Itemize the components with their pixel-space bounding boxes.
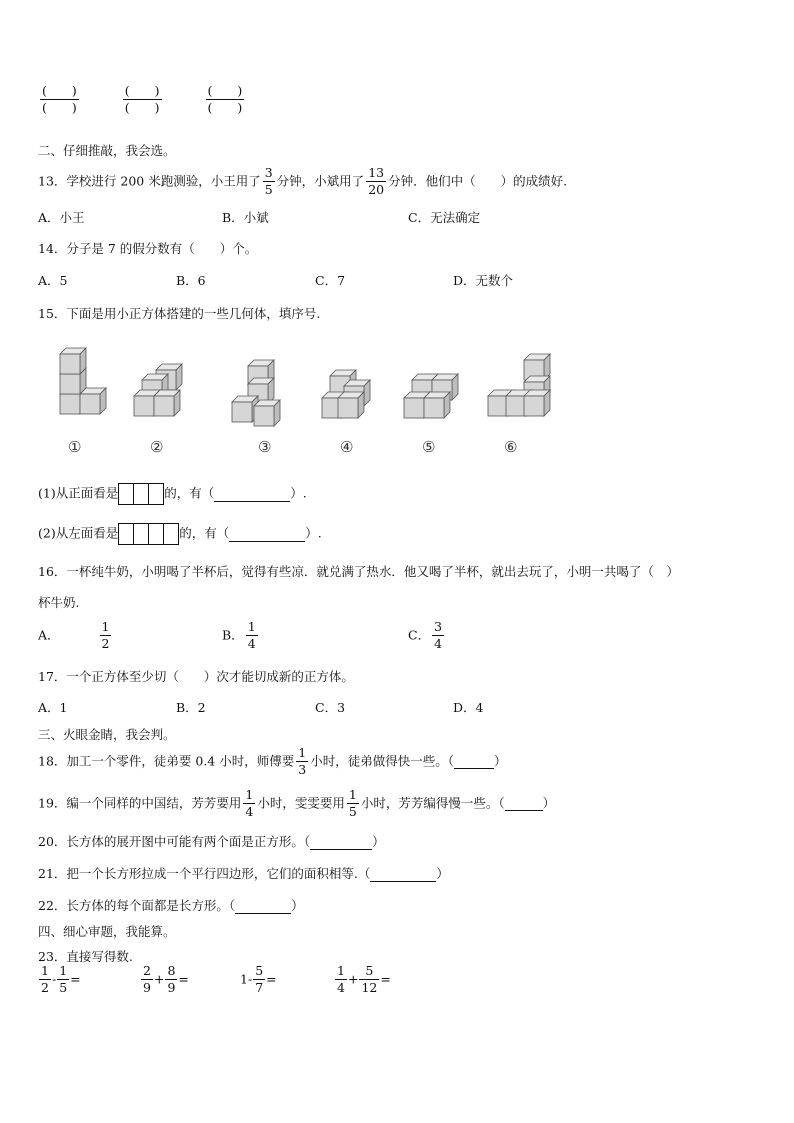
fraction: $\frac{1}{5}$ bbox=[348, 787, 357, 820]
fraction: $\frac{1}{4}$ bbox=[247, 619, 256, 652]
q14-option-d[interactable]: D．无数个 bbox=[453, 273, 514, 288]
fraction: $\frac{1}{4}$ bbox=[245, 787, 254, 820]
figure-label-2: ② bbox=[150, 438, 164, 456]
section-3-heading: 三、火眼金睛，我会判。 bbox=[38, 727, 176, 742]
q17-option-d[interactable]: D．4 bbox=[453, 700, 484, 715]
fraction: $\frac{3}{5}$ bbox=[264, 165, 273, 198]
cube-figures bbox=[38, 340, 558, 460]
answer-blank[interactable] bbox=[370, 866, 436, 882]
q16-option-a[interactable]: A． $\frac{1}{2}$ bbox=[38, 619, 110, 652]
question-16-cont: 杯牛奶. bbox=[38, 595, 80, 610]
q13-option-a[interactable]: A．小王 bbox=[38, 210, 85, 225]
q17-option-b[interactable]: B．2 bbox=[176, 700, 206, 715]
answer-blank[interactable] bbox=[454, 753, 494, 769]
blank-fraction-2[interactable]: ( ) ( ) bbox=[124, 83, 160, 116]
answer-blank[interactable] bbox=[235, 898, 291, 914]
fraction: $\frac{1}{3}$ bbox=[298, 745, 307, 778]
question-20: 20．长方体的展开图中可能有两个面是正方形。（ ） bbox=[38, 834, 385, 849]
question-15: 15．下面是用小正方体搭建的一些几何体，填序号. bbox=[38, 306, 321, 321]
section-2-heading: 二、仔细推敲，我会选。 bbox=[38, 143, 176, 158]
question-13: 13．学校进行 200 米跑测验，小王用了 $\frac{3}{5}$ 分钟，小斌用了 $\frac{13}{20}$ 分钟．他们中（ ）的成绩好. bbox=[38, 165, 568, 198]
figure-label-6: ⑥ bbox=[504, 438, 518, 456]
question-22: 22．长方体的每个面都是长方形。（ ） bbox=[38, 898, 304, 913]
question-14: 14．分子是 7 的假分数有（ ）个。 bbox=[38, 241, 258, 256]
expression-3: 1- $\frac{5}{7}$ = bbox=[240, 963, 277, 996]
q13-option-c[interactable]: C．无法确定 bbox=[408, 210, 481, 225]
figure-5 bbox=[404, 374, 458, 418]
figure-label-3: ③ bbox=[258, 438, 272, 456]
answer-blank[interactable] bbox=[229, 526, 305, 542]
question-15-part-2: (2)从左面看是 的，有（ ）. bbox=[38, 523, 322, 545]
fraction: $\frac{3}{4}$ bbox=[434, 619, 443, 652]
question-17: 17．一个正方体至少切（ ）次才能切成新的正方体。 bbox=[38, 669, 354, 684]
figure-6 bbox=[488, 354, 550, 416]
blank-fraction-1[interactable]: ( ) ( ) bbox=[42, 83, 77, 116]
question-19: 19．编一个同样的中国结，芳芳要用 $\frac{1}{4}$ 小时，雯雯要用 $\frac{1}{5}$ 小时，芳芳编得慢一些。（ ） bbox=[38, 787, 556, 820]
answer-blank[interactable] bbox=[310, 834, 372, 850]
question-23: 23．直接写得数. bbox=[38, 949, 133, 964]
figure-label-4: ④ bbox=[340, 438, 354, 456]
figure-label-5: ⑤ bbox=[422, 438, 436, 456]
fraction: $\frac{1}{2}$ bbox=[101, 619, 110, 652]
expression-2: $\frac{2}{9}$ + $\frac{8}{9}$ = bbox=[143, 963, 189, 996]
top-fraction-blanks bbox=[38, 84, 246, 116]
figure-label-1: ① bbox=[68, 438, 82, 456]
question-21: 21．把一个长方形拉成一个平行四边形，它们的面积相等.（ ） bbox=[38, 866, 449, 881]
figure-4 bbox=[322, 370, 370, 418]
fraction: $\frac{13}{20}$ bbox=[368, 165, 385, 198]
answer-blank[interactable] bbox=[214, 486, 290, 502]
q14-option-c[interactable]: C．7 bbox=[315, 273, 346, 288]
expression-4: $\frac{1}{4}$ + $\frac{5}{12}$ = bbox=[337, 963, 391, 996]
q17-option-c[interactable]: C．3 bbox=[315, 700, 346, 715]
q14-option-a[interactable]: A．5 bbox=[38, 273, 68, 288]
blank-fraction-3[interactable]: ( ) ( ) bbox=[207, 83, 243, 116]
expression-1: $\frac{1}{2}$ - $\frac{1}{5}$ = bbox=[41, 963, 81, 996]
figure-3 bbox=[232, 360, 280, 426]
question-18: 18．加工一个零件，徒弟要 0.4 小时，师傅要 $\frac{1}{3}$ 小时，徒弟做得快一些。（ ） bbox=[38, 745, 507, 778]
q17-option-a[interactable]: A．1 bbox=[38, 700, 68, 715]
question-15-part-1: (1)从正面看是 的，有（ ）. bbox=[38, 483, 307, 505]
question-16: 16．一杯纯牛奶，小明喝了半杯后，觉得有些凉．就兑满了热水．他又喝了半杯，就出去玩了，小明一共喝了（ ） bbox=[38, 564, 679, 579]
answer-blank[interactable] bbox=[505, 795, 543, 811]
q16-option-c[interactable]: C． $\frac{3}{4}$ bbox=[408, 619, 443, 652]
section-4-heading: 四、细心审题，我能算。 bbox=[38, 924, 176, 939]
figure-2 bbox=[134, 364, 182, 416]
q14-option-b[interactable]: B．6 bbox=[176, 273, 206, 288]
figure-1 bbox=[60, 348, 106, 414]
q13-option-b[interactable]: B．小斌 bbox=[222, 210, 269, 225]
front-view-squares bbox=[118, 483, 164, 505]
q16-option-b[interactable]: B． $\frac{1}{4}$ bbox=[222, 619, 256, 652]
left-view-squares bbox=[118, 523, 179, 545]
